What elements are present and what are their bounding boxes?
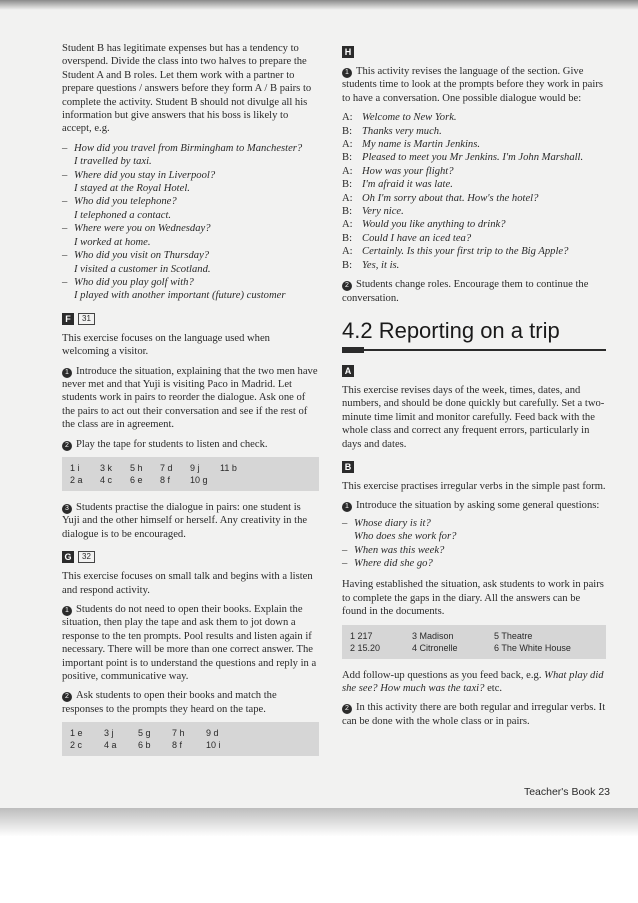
dialogue-line: A: Oh I'm sorry about that. How's the hotel? <box>342 192 539 204</box>
section-f-step3: 3 Students practise the dialogue in pairs: one student is Yuji and the other himself or herself. Any creativity in the dialogue is to be encouraged. <box>62 501 308 540</box>
dialogue-line: A: Welcome to New York. <box>342 112 457 124</box>
dialogue-line: A: Certainly. Is this your first trip to the Big Apple? <box>342 246 569 258</box>
list-item: – Whose diary is it? Who does she work for? <box>342 517 606 544</box>
answer-box-g <box>62 722 319 756</box>
section-b-followup: Add follow-up questions as you feed back, e.g. What play did she see? How much was the taxi? etc. <box>342 669 604 694</box>
list-item: – When was this week? <box>342 544 606 557</box>
dialogue-line: B: Yes, it is. <box>342 259 400 271</box>
section-g-text: This exercise focuses on small talk and begins with a listen and respond activity. <box>62 571 313 596</box>
intro-paragraph: Student B has legitimate expenses but has a tendency to overspend. Divide the class into two halves to prepare the Student A and B roles. Let them work with a partner to prepare questions / answers before they form A / B pairs to complete the activity. Student B should not divulge all his information but give answers that his boss is likely to accept, e.g. <box>62 43 312 135</box>
section-h <box>342 42 606 305</box>
example-list <box>62 142 319 303</box>
section-key-a: A <box>342 365 354 377</box>
dialogue-line: B: Could I have an iced tea? <box>342 232 472 244</box>
section-a <box>342 361 606 451</box>
section-b-after-questions: Having established the situation, ask students to work in pairs to complete the gaps in the diary. All the answers can be found in the documents. <box>342 579 604 618</box>
section-f-step1: 1 Introduce the situation, explaining that the two men have never met and that Yuji is visiting Paco in Madrid. Let students work in pairs to reorder the dialogue. Ask one of the pairs to act out their conversation and see if the rest of the class are in agreement. <box>62 365 318 431</box>
page-bottom-edge <box>0 808 638 903</box>
list-item: – How did you travel from Birmingham to Manchester? I travelled by taxi. <box>62 142 319 169</box>
list-item: – Who did you visit on Thursday? I visited a customer in Scotland. <box>62 249 319 276</box>
section-b-text: This exercise practises irregular verbs in the simple past form. <box>342 480 606 492</box>
dialogue-line: A: How was your flight? <box>342 165 454 177</box>
list-item: – Where did you stay in Liverpool? I stayed at the Royal Hotel. <box>62 169 319 196</box>
page-footer: Teacher's Book 23 <box>523 786 610 798</box>
section-key-h: H <box>342 46 354 58</box>
left-column <box>62 42 319 766</box>
list-item: – Who did you play golf with? I played with another important (future) customer <box>62 276 319 303</box>
answer-row: 2 15.20 4 Citronelle 6 The White House <box>350 642 571 653</box>
dialogue-line: B: Very nice. <box>342 206 404 218</box>
dialogue-line: A: Would you like anything to drink? <box>342 219 506 231</box>
unit-heading: 4.2 Reporting on a trip <box>342 319 606 351</box>
answer-row: 1 e 3 j 5 g 7 h 9 d <box>70 728 219 739</box>
section-b <box>342 457 606 728</box>
answer-row: 2 c 4 a 6 b 8 f 10 i <box>70 740 221 751</box>
section-g <box>62 547 319 756</box>
dialogue-line: B: Thanks very much. <box>342 125 442 137</box>
list-item: – Where were you on Wednesday? I worked at home. <box>62 222 319 249</box>
section-f-text: This exercise focuses on the language used when welcoming a visitor. <box>62 332 270 358</box>
page-top-edge <box>0 0 638 10</box>
section-key-b: B <box>342 461 354 473</box>
list-item: – Where did she go? <box>342 557 606 570</box>
answer-row: 1 217 3 Madison 5 Theatre <box>350 630 533 641</box>
dialogue-line: B: Pleased to meet you Mr Jenkins. I'm John Marshall. <box>342 152 584 164</box>
section-f-step2: 2 Play the tape for students to listen and check. <box>62 438 319 451</box>
section-g-step2: 2 Ask students to open their books and match the responses to the prompts they heard on the tape. <box>62 690 277 715</box>
section-b-step1: 1 Introduce the situation by asking some general questions: <box>342 499 606 512</box>
answer-box-f <box>62 457 319 491</box>
answer-row: 1 i 3 k 5 h 7 d 9 j 11 b <box>70 462 237 473</box>
section-b-step2: 2 In this activity there are both regular and irregular verbs. It can be done with the whole class or in pairs. <box>342 702 606 727</box>
sample-dialogue <box>342 111 606 272</box>
answer-row: 2 a 4 c 6 e 8 f 10 g <box>70 474 208 485</box>
page-ref-f: 31 <box>78 313 95 325</box>
section-h-step1: 1 This activity revises the language of the section. Give students time to look at the prompts before they work in pairs to have a conversation. One possible dialogue would be: <box>342 66 603 104</box>
section-h-step2: 2 Students change roles. Encourage them to continue the conversation. <box>342 279 589 304</box>
page-ref-g: 32 <box>78 551 95 563</box>
right-column <box>342 42 606 734</box>
section-key-f: F <box>62 313 74 325</box>
section-f <box>62 309 319 541</box>
dialogue-line: B: I'm afraid it was late. <box>342 179 453 191</box>
answer-box-b <box>342 625 606 659</box>
section-key-g: G <box>62 551 74 563</box>
section-g-step1: 1 Students do not need to open their books. Explain the situation, then play the tape and ask them to jot down a response to the ten prompts. Pool results and listen again if necessary. There will be more than one correct answer. The important point is to understand the questions and reply in a positive, communicative way. <box>62 604 317 683</box>
list-item: – Who did you telephone? I telephoned a contact. <box>62 195 319 222</box>
dialogue-line: A: My name is Martin Jenkins. <box>342 139 480 151</box>
section-a-text: This exercise revises days of the week, times, dates, and numbers, and should be done quickly but carefully. Set a two-minute time limit and monitor carefully. Feed back with the whole class and correct any frequent errors, particularly in days and dates. <box>342 384 605 450</box>
question-list <box>342 517 606 571</box>
